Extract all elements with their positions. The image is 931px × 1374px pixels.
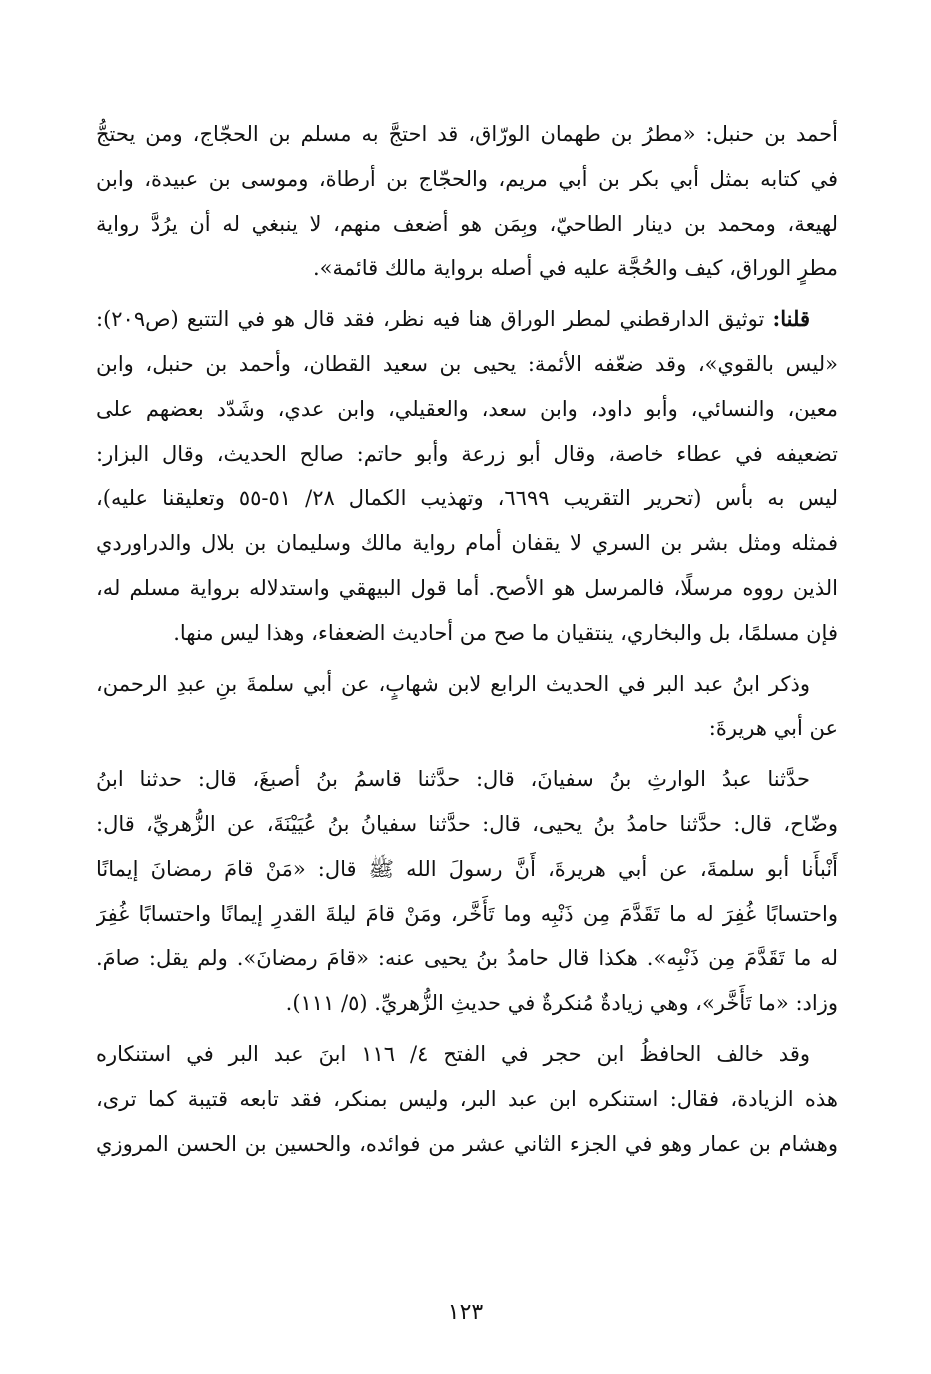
text-line: تضعيفه في عطاء خاصة، وقال أبو زرعة وأبو حاتم: صالح الحديث، وقال البزار:	[96, 441, 838, 466]
text-line: لهيعة، ومحمد بن دينار الطاحيّ، وبِمَن هو أضعف منهم، لا ينبغي له أن يرُدَّ رواية	[96, 211, 838, 236]
page-number: ١٢٣	[447, 1300, 484, 1325]
text-line: هذه الزيادة، فقال: استنكره ابن عبد البر، وليس بمنكر، فقد تابعه قتيبة كما ترى،	[96, 1086, 838, 1111]
text-line: في كتابه بمثل أبي بكر بن أبي مريم، والحجّاج بن أرطاة، وموسى بن عبيدة، وابن	[96, 166, 838, 191]
text-line: مطرٍ الوراق، كيف والحُجَّة عليه في أصله برواية مالك قائمة».	[312, 256, 838, 281]
body-text	[96, 112, 838, 1166]
qulna-lead: قلنا:	[772, 306, 810, 332]
text-line: فمثله ومثل بشر بن السري لا يقفان أمام رواية مالك وسليمان بن بلال والدراوردي	[96, 531, 838, 556]
text-line	[96, 297, 838, 342]
paragraph-ibn-abd-al-barr	[96, 662, 838, 752]
text-line: وذكر ابنُ عبد البر في الحديث الرابع لابن شهابٍ، عن أبي سلمةَ بنِ عبدِ الرحمن،	[96, 671, 810, 696]
text-line: وضّاح، قال: حدَّثنا حامدُ بنُ يحيى، قال: حدَّثنا سفيانُ بنُ عُيَيْنَةَ، عن الزُّهريِّ، قال:	[96, 811, 838, 836]
text-line: وزاد: «ما تَأَخَّر»، وهي زيادةٌ مُنكرةٌ في حديثِ الزُّهريِّ. (٥/ ١١١).	[285, 991, 838, 1016]
text-line: أحمد بن حنبل: «مطرُ بن طهمان الورّاق، قد احتجَّ به مسلم بن الحجّاج، ومن يحتجُّ	[96, 122, 838, 146]
text-line: أَنْبأَنا أبو سلمةَ، عن أبي هريرةَ، أَنَّ رسولَ الله ﷺ قال: «مَنْ قامَ رمضانَ إيمانًا	[96, 856, 838, 881]
text-line: واحتسابًا غُفِرَ له ما تَقَدَّمَ مِن ذَنْبِه وما تَأَخَّر، ومَنْ قامَ ليلةَ القدرِ إيمانًا واحتسابًا غُفِرَ	[96, 901, 838, 926]
text-line: عن أبي هريرةَ:	[708, 716, 838, 741]
text-line: فإن مسلمًا، بل والبخاري، ينتقيان ما صح من أحاديث الضعفاء، وهذا ليس منها.	[173, 620, 838, 645]
paragraph-quote-ahmad	[96, 112, 838, 291]
text-line: حدَّثنا عبدُ الوارثِ بنُ سفيانَ، قال: حدَّثنا قاسمُ بنُ أصبغَ، قال: حدثنا ابنُ	[96, 767, 810, 792]
text-line: له ما تَقَدَّمَ مِن ذَنْبِه». هكذا قال حامدُ بنُ يحيى عنه: «قامَ رمضانَ». ولم يقل: صامَ.	[96, 946, 838, 971]
text-line: وهشام بن عمار وهو في الجزء الثاني عشر من فوائده، والحسين بن الحسن المروزي	[96, 1131, 838, 1156]
paragraph-ibn-hajar	[96, 1032, 838, 1166]
text-line: وقد خالف الحافظُ ابن حجر في الفتح ٤/ ١١٦ ابنَ عبد البر في استنكاره	[96, 1041, 811, 1066]
text-line: ليس به بأس (تحرير التقريب ٦٦٩٩، وتهذيب الكمال ٢٨/ ٥١-٥٥ وتعليقنا عليه)،	[96, 486, 838, 511]
text-line: الذين رووه مرسلًا، فالمرسل هو الأصح. أما قول البيهقي واستدلاله برواية مسلم له،	[96, 575, 838, 600]
text-line: معين، والنسائي، وأبو داود، وابن سعد، والعقيلي، وابن عدي، وشَدّد بعضهم على	[96, 396, 838, 421]
paragraph-qulna	[96, 297, 838, 655]
paragraph-hadith-isnad	[96, 757, 838, 1026]
qulna-line-rest: توثيق الدارقطني لمطر الوراق هنا فيه نظر، فقد قال هو في التتبع (ص٢٠٩):	[96, 307, 773, 332]
text-line: «ليس بالقوي»، وقد ضعّفه الأئمة: يحيى بن سعيد القطان، وأحمد بن حنبل، وابن	[96, 351, 838, 376]
